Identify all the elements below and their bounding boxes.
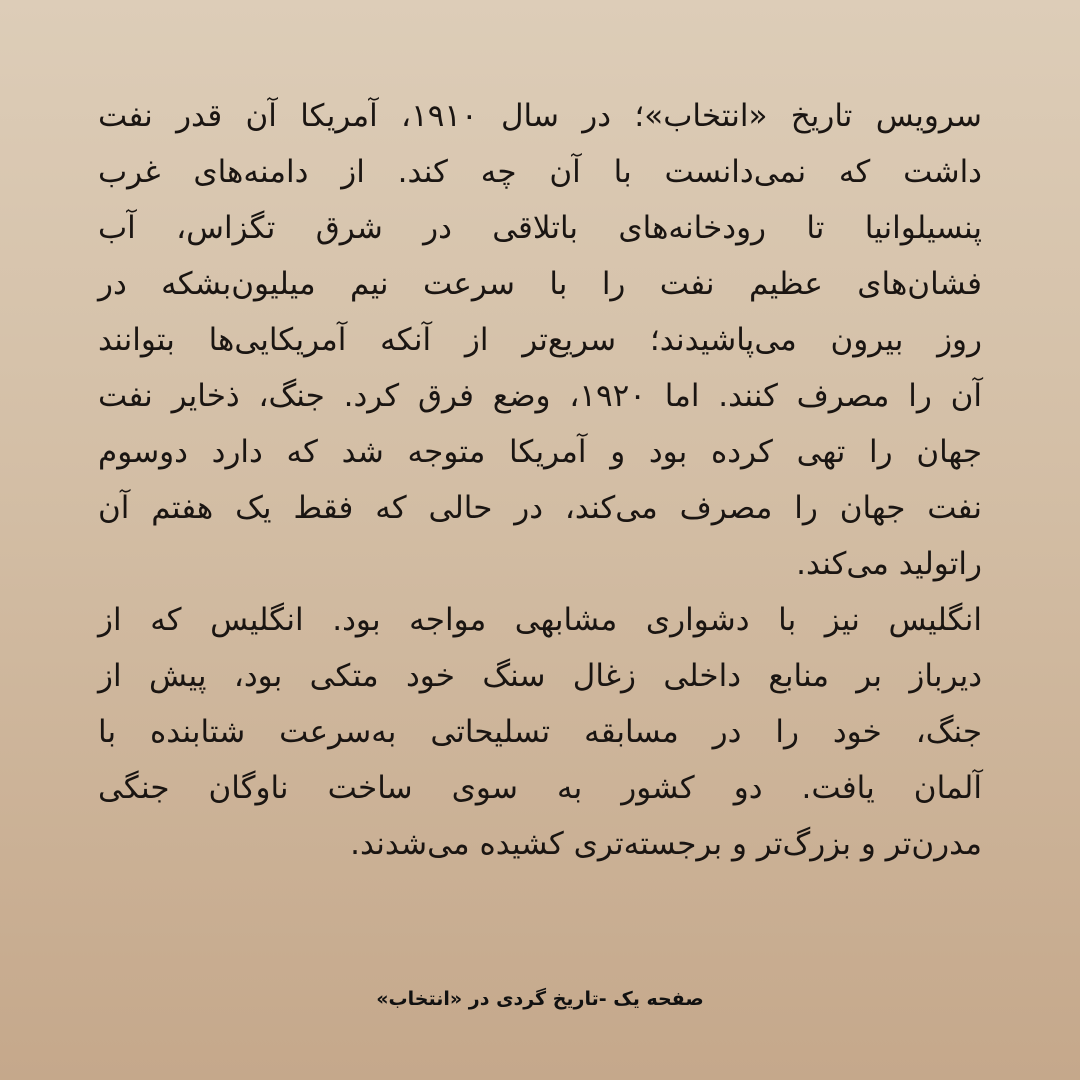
text-line: پنسیلوانیا تا رودخانه‌های باتلاقی در شرق تگزاس، آب xyxy=(98,210,982,246)
text-line: آلمان یافت. دو کشور به سوی ساخت ناوگان جنگی xyxy=(98,770,982,806)
text-line: نفت جهان را مصرف می‌کند، در حالی که فقط یک هفتم آن xyxy=(98,490,982,526)
text-line: داشت که نمی‌دانست با آن چه کند. از دامنه‌های غرب xyxy=(98,154,982,190)
page-caption: صفحه یک -تاریخ گردی در «انتخاب» xyxy=(376,988,704,1010)
text-line: مدرن‌تر و بزرگ‌تر و برجسته‌تری کشیده می‌شدند. xyxy=(350,826,982,862)
text-line: دیرباز بر منابع داخلی زغال سنگ خود متکی بود، پیش از xyxy=(98,658,982,694)
text-line: روز بیرون می‌پاشیدند؛ سریع‌تر از آنکه آمریکایی‌ها بتوانند xyxy=(98,322,982,358)
text-line: انگلیس نیز با دشواری مشابهی مواجه بود. انگلیس که از xyxy=(98,602,982,638)
text-line: جهان را تهی کرده بود و آمریکا متوجه شد که دارد دوسوم xyxy=(98,434,982,470)
article-body xyxy=(98,88,982,872)
text-line: آن را مصرف کنند. اما ۱۹۲۰، وضع فرق کرد. جنگ، ذخایر نفت xyxy=(98,378,982,414)
text-line: فشان‌های عظیم نفت را با سرعت نیم میلیون‌بشکه در xyxy=(98,266,982,302)
text-line: سرویس تاریخ «انتخاب»؛ در سال ۱۹۱۰، آمریکا آن قدر نفت xyxy=(98,98,982,134)
text-line: جنگ، خود را در مسابقه تسلیحاتی به‌سرعت شتابنده با xyxy=(98,714,982,750)
text-line: راتولید می‌کند. xyxy=(796,546,982,582)
